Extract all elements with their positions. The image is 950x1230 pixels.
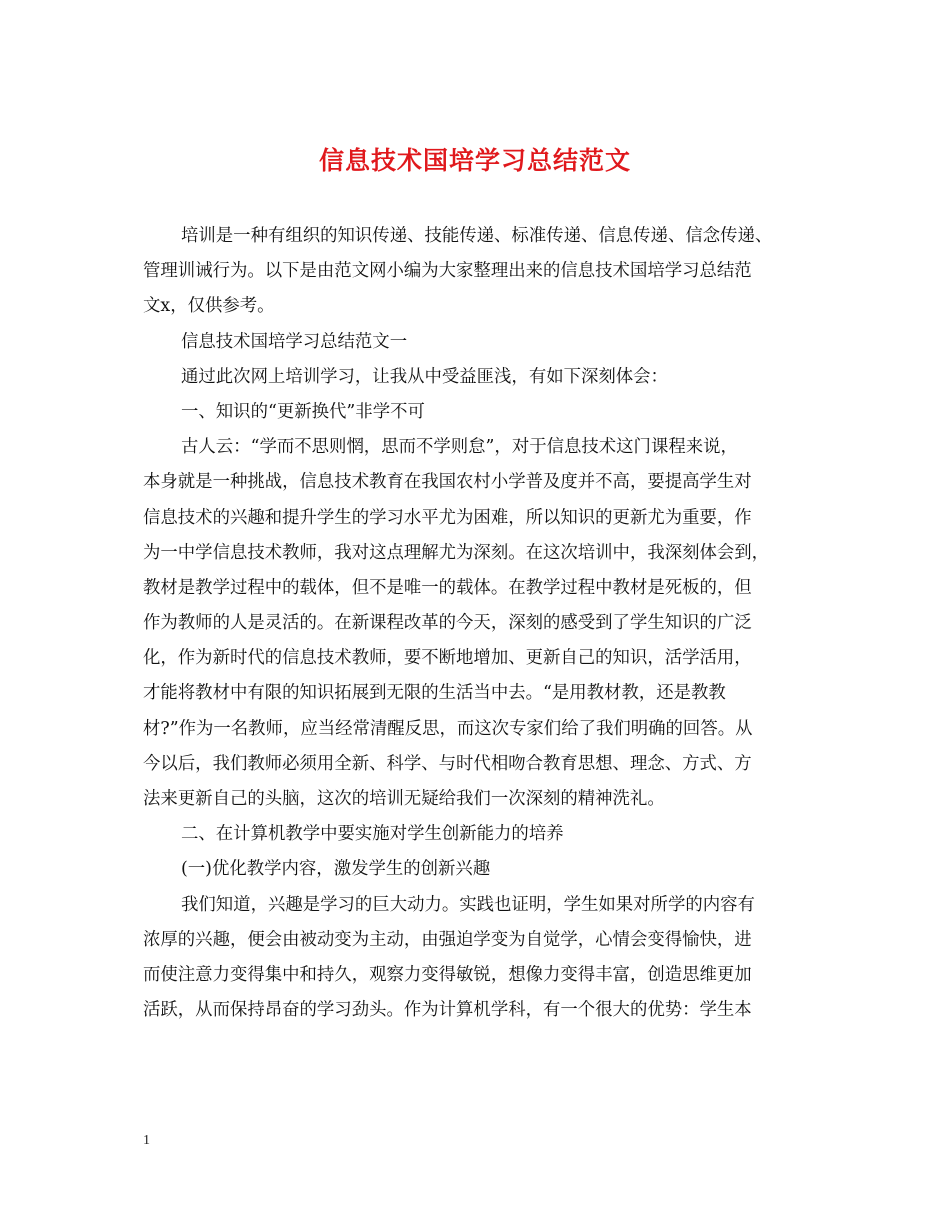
text-line: 教材是教学过程中的载体，但不是唯一的载体。在教学过程中教材是死板的，但 — [143, 577, 752, 598]
text-line: 法来更新自己的头脑，这次的培训无疑给我们一次深刻的精神洗礼。 — [143, 789, 665, 809]
text-line: 为一中学信息技术教师，我对这点理解尤为深刻。在这次培训中，我深刻体会到， — [143, 542, 770, 563]
text-line: 信息技术的兴趣和提升学生的学习水平尤为困难，所以知识的更新尤为重要，作 — [143, 507, 752, 528]
text-line: 作为教师的人是灵活的。在新课程改革的今天，深刻的感受到了学生知识的广泛 — [143, 613, 752, 634]
document-body — [143, 219, 813, 1028]
text-line: 材?”作为一名教师，应当经常清醒反思，而这次专家们给了我们明确的回答。从 — [143, 718, 753, 739]
text-line: 文x，仅供参考。 — [143, 296, 275, 317]
text-line: 一、知识的“更新换代”非学不可 — [181, 401, 425, 422]
text-line: 本身就是一种挑战，信息技术教育在我国农村小学普及度并不高，要提高学生对 — [143, 472, 752, 493]
text-line: 我们知道，兴趣是学习的巨大动力。实践也证明，学生如果对所学的内容有 — [181, 894, 755, 915]
text-line: 活跃，从而保持昂奋的学习劲头。作为计算机学科，有一个很大的优势：学生本 — [143, 1000, 752, 1021]
document-title: 信息技术国培学习总结范文 — [318, 146, 631, 175]
text-line: 通过此次网上培训学习，让我从中受益匪浅，有如下深刻体会： — [181, 366, 668, 387]
text-line: 信息技术国培学习总结范文一 — [181, 331, 408, 352]
text-line: 古人云：“学而不思则惘，思而不学则怠”，对于信息技术这门课程来说， — [181, 437, 738, 458]
text-line: 二、在计算机教学中要实施对学生创新能力的培养 — [181, 824, 564, 845]
page-number: 1 — [143, 1133, 150, 1148]
text-line: 管理训诫行为。以下是由范文网小编为大家整理出来的信息技术国培学习总结范 — [143, 261, 752, 282]
text-line: 今以后，我们教师必须用全新、科学、与时代相吻合教育思想、理念、方式、方 — [143, 753, 752, 774]
text-line: 而使注意力变得集中和持久，观察力变得敏锐，想像力变得丰富，创造思维更加 — [143, 964, 752, 985]
text-line: 浓厚的兴趣，便会由被动变为主动，由强迫学变为自觉学，心情会变得愉快，进 — [143, 929, 752, 950]
text-line: 才能将教材中有限的知识拓展到无限的生活当中去。“是用教材教，还是教教 — [143, 683, 726, 704]
text-line: 化，作为新时代的信息技术教师，要不断地增加、更新自己的知识，活学活用， — [143, 648, 752, 669]
text-line: 培训是一种有组织的知识传递、技能传递、标准传递、信息传递、信念传递、 — [181, 226, 773, 246]
text-line: (一)优化教学内容，激发学生的创新兴趣 — [181, 859, 491, 880]
